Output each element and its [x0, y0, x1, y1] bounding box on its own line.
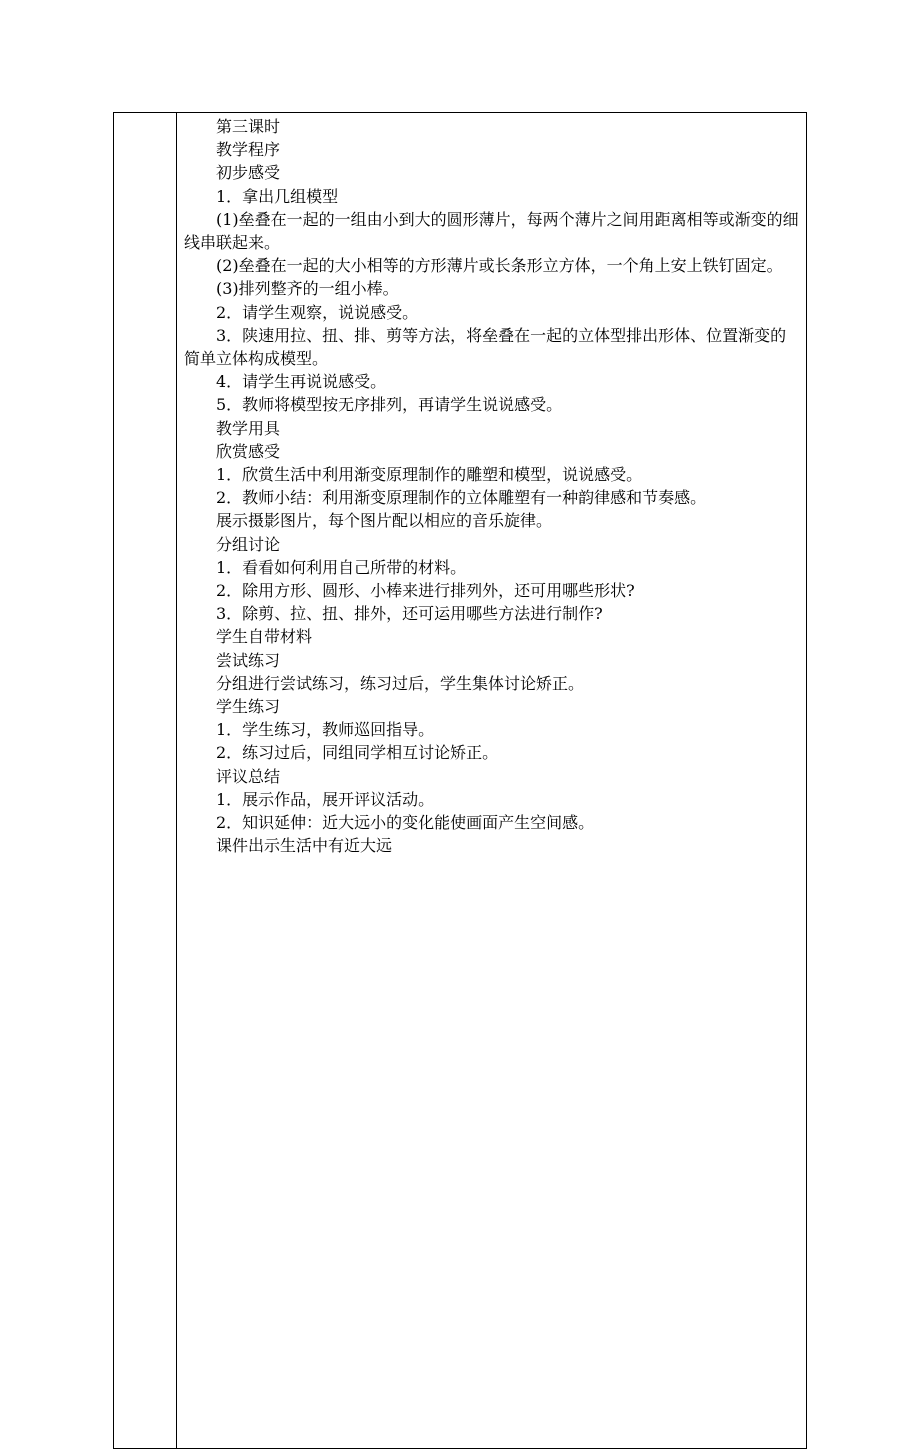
- text-line: 1．展示作品，展开评议活动。: [216, 789, 435, 809]
- left-column-cell: [114, 113, 177, 1448]
- text-line: 3．陕速用拉、扭、排、剪等方法，将垒叠在一起的立体型排出形体、位置渐变的简单立体构成模型。: [184, 325, 787, 369]
- text-line: 学生自带材料: [216, 627, 313, 647]
- lesson-table: [113, 112, 807, 1449]
- text-line: 教学程序: [216, 140, 281, 160]
- text-line: 2．教师小结：利用渐变原理制作的立体雕塑有一种韵律感和节奏感。: [216, 488, 707, 508]
- text-line: 2．请学生观察，说说感受。: [216, 302, 419, 322]
- text-line: 2．知识延伸：近大远小的变化能使画面产生空间感。: [216, 813, 595, 833]
- text-line: 1．看看如何利用自己所带的材料。: [216, 557, 467, 577]
- text-line: 3．除剪、拉、扭、排外，还可运用哪些方法进行制作?: [216, 604, 603, 624]
- text-line: 1．欣赏生活中利用渐变原理制作的雕塑和模型，说说感受。: [216, 465, 643, 485]
- text-line: 欣赏感受: [216, 441, 281, 461]
- text-line: 1．学生练习，教师巡回指导。: [216, 720, 435, 740]
- text-line: 课件出示生活中有近大远: [216, 836, 393, 856]
- text-line: 学生练习: [216, 697, 281, 717]
- text-line: 教学用具: [216, 418, 281, 438]
- text-line: 2．除用方形、圆形、小棒来进行排列外，还可用哪些形状?: [216, 581, 635, 601]
- text-line: 初步感受: [216, 163, 281, 183]
- text-line: 2．练习过后，同组同学相互讨论矫正。: [216, 743, 499, 763]
- text-line: (2)垒叠在一起的大小相等的方形薄片或长条形立方体，一个角上安上铁钉固定。: [216, 256, 783, 276]
- text-line: 1．拿出几组模型: [216, 186, 339, 206]
- text-line: 评议总结: [216, 766, 281, 786]
- text-line: 分组讨论: [216, 534, 281, 554]
- text-line: 5．教师将模型按无序排列，再请学生说说感受。: [216, 395, 563, 415]
- text-line: (1)垒叠在一起的一组由小到大的圆形薄片，每两个薄片之间用距离相等或渐变的细线串联起来。: [184, 209, 799, 253]
- lesson-content-cell: [177, 113, 806, 1448]
- text-line: 第三课时: [216, 117, 281, 136]
- text-line: 展示摄影图片，每个图片配以相应的音乐旋律。: [216, 511, 553, 531]
- text-line: (3)排列整齐的一组小棒。: [216, 279, 399, 299]
- text-line: 分组进行尝试练习，练习过后，学生集体讨论矫正。: [216, 673, 585, 693]
- text-line: 4．请学生再说说感受。: [216, 372, 387, 392]
- text-line: 尝试练习: [216, 650, 281, 670]
